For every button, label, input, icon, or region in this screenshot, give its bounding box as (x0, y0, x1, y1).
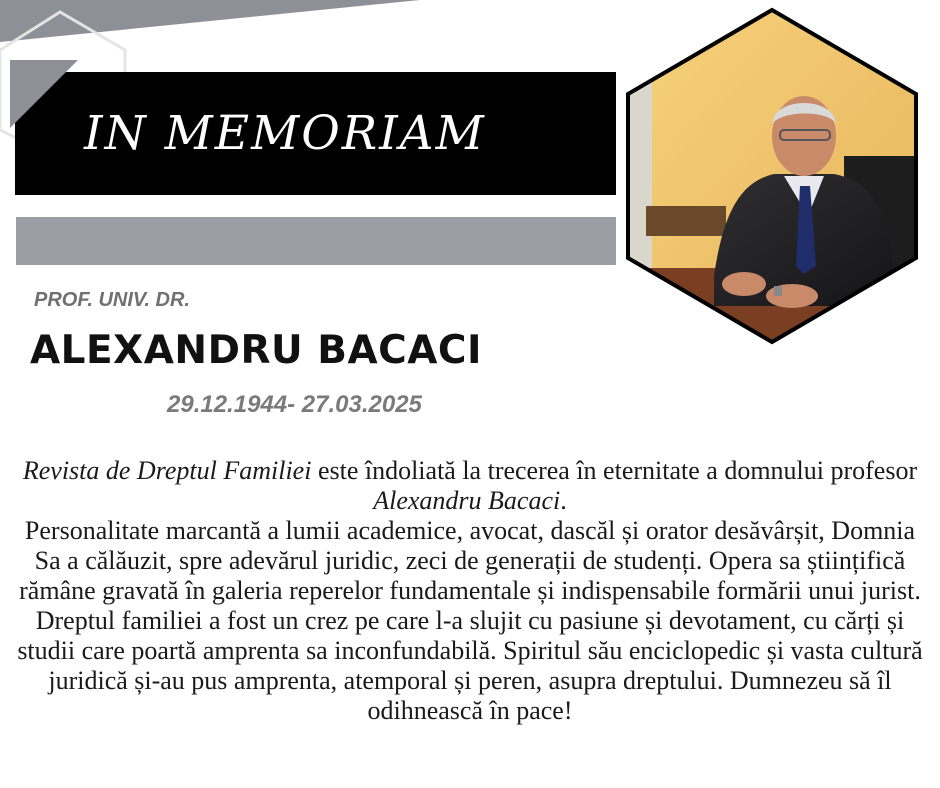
intro-middle: este îndoliată la trecerea în eternitate a domnului profesor (311, 456, 918, 485)
journal-name: Revista de Dreptul Familiei (22, 456, 312, 485)
professor-name: Alexandru Bacaci (373, 486, 561, 515)
memoriam-title: IN MEMORIAM (84, 106, 486, 161)
corner-triangle (10, 60, 80, 130)
intro-paragraph (15, 456, 925, 516)
gray-divider-bar (16, 217, 616, 265)
tribute-paragraph: Personalitate marcantă a lumii academice, avocat, dascăl și orator desăvârșit, Domnia Sa a călăuzit, spre adevărul juridic, zeci de generații de studenți. Opera sa științifică rămâne gravată în galeria reperelor fundamentale și indispensabile formării unui jurist. Dreptul familiei a fost un crez pe care l-a slujit cu pasiune și devotament, cu cărți și studii care poartă amprenta sa inconfundabilă. Spiritul său enciclopedic și vasta cultură juridică și-au pus amprenta, atemporal și peren, asupra dreptului. Dumnezeu să îl odihnească în pace! (17, 516, 923, 725)
portrait-photo (624, 6, 920, 346)
intro-end: . (560, 486, 567, 515)
person-name: ALEXANDRU BACACI (30, 328, 483, 373)
memorial-text (15, 456, 925, 726)
life-dates: 29.12.1944- 27.03.2025 (167, 391, 422, 418)
academic-title: PROF. UNIV. DR. (34, 289, 190, 311)
